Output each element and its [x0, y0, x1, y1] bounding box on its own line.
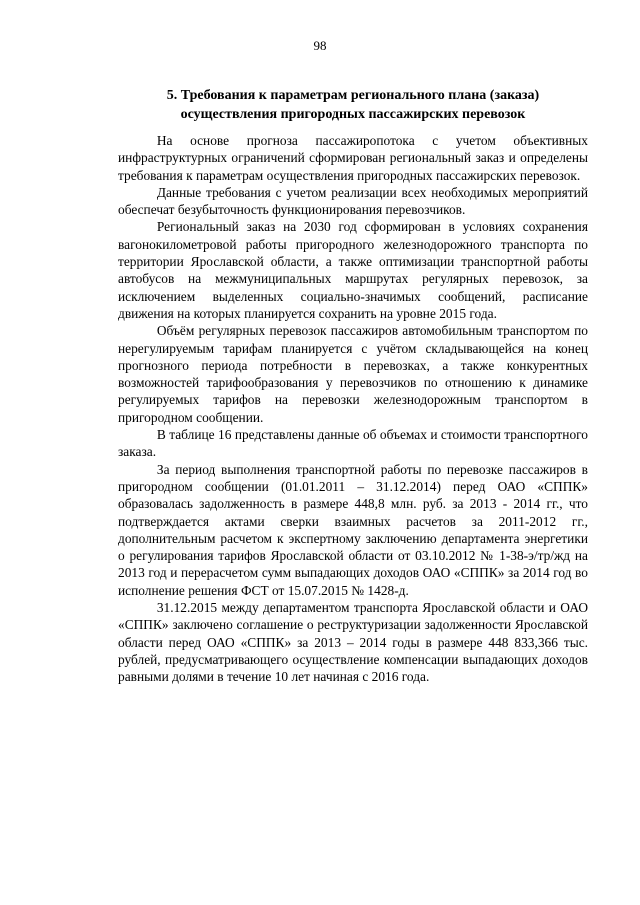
paragraph-5: В таблице 16 представлены данные об объемах и стоимости транспортного заказа.	[118, 427, 588, 460]
section-heading-line-1: 5. Требования к параметрам регионального плана (заказа)	[166, 88, 540, 103]
paragraph-6: За период выполнения транспортной работы по перевозке пассажиров в пригородном сообщении (01.01.2011 – 31.12.2014) перед ОАО «СППК» образовалась задолженность в размере 448,8 млн. руб. за 2013 - 2014 гг., что подтверждается актами сверки взаимных расчетов за 2011-2012 гг., дополнительным расчетом к экспертному заключению департамента энергетики о регулирования тарифов Ярославской области от 03.10.2012 № 1-38-э/тр/жд на 2013 год и перерасчетом сумм выпадающих доходов ОАО «СППК» за 2014 год во исполнение решения ФСТ от 15.07.2015 № 1428-д.	[118, 461, 588, 598]
paragraph-1: На основе прогноза пассажиропотока с учетом объективных инфраструктурных ограничений сформирован региональный заказ и определены требования к параметрам осуществления пригородных пассажирских перевозок.	[118, 133, 588, 183]
body-text	[118, 132, 588, 686]
paragraph-7: 31.12.2015 между департаментом транспорта Ярославской области и ОАО «СППК» заключено соглашение о реструктуризации задолженности Ярославской области перед ОАО «СППК» за 2013 – 2014 годы в размере 448 833,366 тыс. рублей, предусматривающего осуществление компенсации выпадающих доходов равными долями в течение 10 лет начиная с 2016 года.	[118, 600, 588, 685]
page-number: 98	[313, 38, 327, 53]
section-heading-line-2: осуществления пригородных пассажирских перевозок	[180, 107, 526, 122]
section-heading	[118, 86, 588, 124]
paragraph-4: Объём регулярных перевозок пассажиров автомобильным транспортом по нерегулируемым тарифам планируется с учётом складывающейся на конец прогнозного периода потребности в перевозках, а также конкурентных возможностей тарифообразования у перевозчиков по отношению к динамике регулируемых тарифов на перевозки железнодорожным транспортом в пригородном сообщении.	[118, 323, 588, 425]
paragraph-2: Данные требования с учетом реализации всех необходимых мероприятий обеспечат безубыточность функционирования перевозчиков.	[118, 184, 588, 218]
paragraph-3: Региональный заказ на 2030 год сформирован в условиях сохранения вагонокилометровой работы пригородного железнодорожного транспорта по территории Ярославской области, а также оптимизации транспортной работы автобусов на межмуниципальных маршрутах регулярных перевозок, за исключением выделенных социально-значимых сообщений, расписание движения на которых планируется сохранить на уровне 2015 года.	[118, 219, 588, 321]
